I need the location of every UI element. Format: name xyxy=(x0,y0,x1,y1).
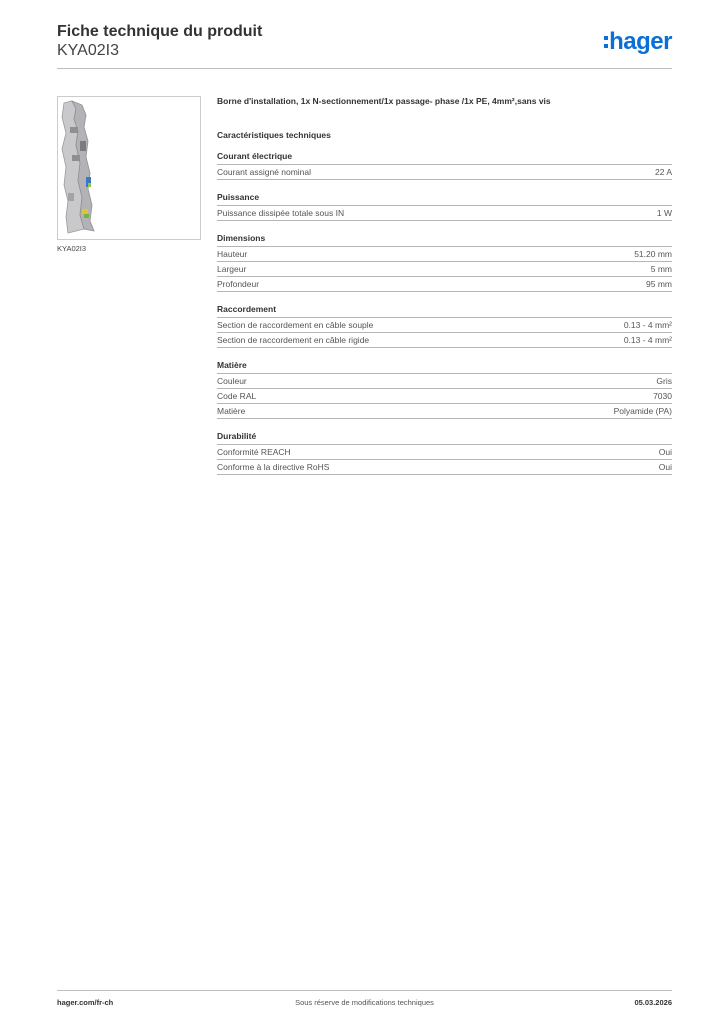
spec-row xyxy=(217,165,672,180)
spec-row xyxy=(217,206,672,221)
page-header xyxy=(57,22,672,60)
spec-label: Section de raccordement en câble souple xyxy=(217,320,374,330)
spec-label: Largeur xyxy=(217,264,247,274)
spec-value: Polyamide (PA) xyxy=(613,406,672,416)
page-title: Fiche technique du produit xyxy=(57,23,263,40)
spec-label: Profondeur xyxy=(217,279,260,289)
spec-value: 5 mm xyxy=(650,264,672,274)
spec-label: Conformité REACH xyxy=(217,447,291,457)
spec-value: 22 A xyxy=(654,167,672,177)
group-title: Durabilité xyxy=(217,431,672,445)
group-title: Courant électrique xyxy=(217,151,672,165)
product-image xyxy=(57,96,201,240)
spec-value: 0.13 - 4 mm² xyxy=(623,320,672,330)
spec-row xyxy=(217,247,672,262)
product-image-caption: KYA02I3 xyxy=(57,244,87,253)
spec-row xyxy=(217,445,672,460)
spec-value: 0.13 - 4 mm² xyxy=(623,335,672,345)
spec-label: Puissance dissipée totale sous IN xyxy=(217,208,345,218)
spec-value: Oui xyxy=(658,462,672,472)
spec-row xyxy=(217,374,672,389)
spec-value: Oui xyxy=(658,447,672,457)
group-matiere xyxy=(217,360,672,419)
spec-row xyxy=(217,318,672,333)
spec-row xyxy=(217,460,672,475)
spec-label: Courant assigné nominal xyxy=(217,167,312,177)
footer-notice: Sous réserve de modifications techniques xyxy=(295,998,434,1007)
group-puissance xyxy=(217,192,672,221)
footer-divider xyxy=(57,990,672,991)
footer-date: 05.03.2026 xyxy=(634,998,672,1007)
header-divider xyxy=(57,68,672,69)
terminal-block-image xyxy=(58,97,200,239)
spec-value: Gris xyxy=(656,376,672,386)
spec-label: Section de raccordement en câble rigide xyxy=(217,335,370,345)
specs-heading: Caractéristiques techniques xyxy=(217,130,331,140)
group-durabilite xyxy=(217,431,672,475)
spec-label: Matière xyxy=(217,406,246,416)
spec-row xyxy=(217,262,672,277)
product-reference: KYA02I3 xyxy=(57,42,119,59)
spec-value: 95 mm xyxy=(646,279,672,289)
footer-website-link[interactable]: hager.com/fr-ch xyxy=(57,998,114,1007)
group-title: Dimensions xyxy=(217,233,672,247)
spec-value: 51.20 mm xyxy=(634,249,672,259)
spec-value: 7030 xyxy=(653,391,672,401)
logo-text: hager xyxy=(609,28,672,55)
spec-value: 1 W xyxy=(656,208,672,218)
spec-label: Hauteur xyxy=(217,249,248,259)
spec-row xyxy=(217,333,672,348)
spec-row xyxy=(217,277,672,292)
group-title: Puissance xyxy=(217,192,672,206)
spec-row xyxy=(217,389,672,404)
specifications-panel xyxy=(217,96,672,487)
product-description: Borne d'installation, 1x N-sectionnement/1x passage- phase /1x PE, 4mm²,sans vis xyxy=(217,96,551,106)
spec-label: Couleur xyxy=(217,376,247,386)
group-title: Raccordement xyxy=(217,304,672,318)
group-raccordement xyxy=(217,304,672,348)
spec-label: Code RAL xyxy=(217,391,257,401)
spec-label: Conforme à la directive RoHS xyxy=(217,462,330,472)
logo-dots-icon xyxy=(604,30,608,54)
group-courant-electrique xyxy=(217,151,672,180)
group-dimensions xyxy=(217,233,672,292)
spec-row xyxy=(217,404,672,419)
hager-logo xyxy=(604,30,672,54)
group-title: Matière xyxy=(217,360,672,374)
